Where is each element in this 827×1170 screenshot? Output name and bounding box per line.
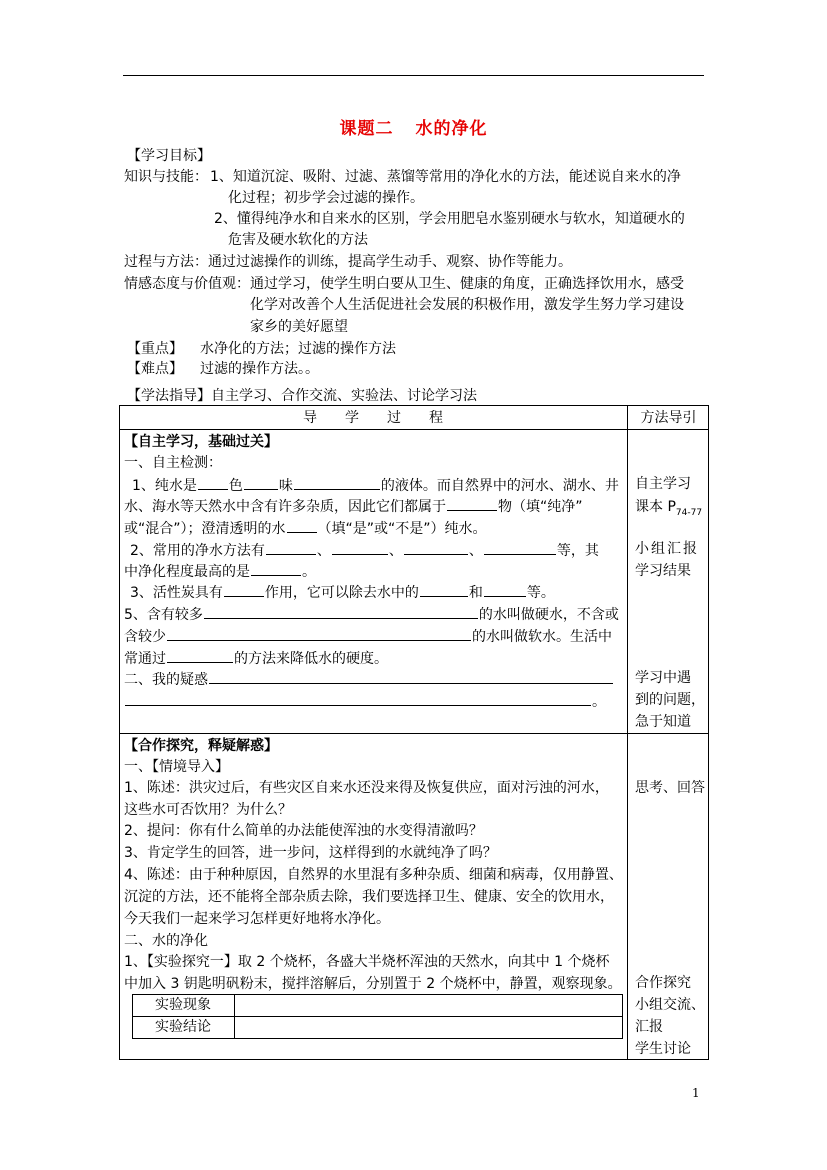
section2-sub1: 一、【情境导入】 <box>124 759 229 775</box>
question-5-line-a: 5、含有较多 的水叫做硬水，不含或 <box>124 604 619 625</box>
guide-report: 汇报 <box>635 1019 663 1035</box>
emotion-line-b: 化学对改善个人生活促进社会发展的积极作用，激发学生努力学习建设 <box>250 297 684 313</box>
experiment-1-line-b: 中加入 3 钥匙明矾粉末，搅拌溶解后，分别置于 2 个烧杯中，静置，观察现象。 <box>124 976 622 992</box>
table-header-process: 导 学 过 程 <box>303 410 443 426</box>
guide-problems-2: 到的问题， <box>635 692 705 708</box>
guide-self-study: 自主学习 <box>635 476 691 492</box>
question-5-line-b: 含较少 的水叫做软水。生活中 <box>124 626 612 647</box>
scenario-4-line-c: 今天我们一起来学习怎样更好地将水净化。 <box>124 911 390 927</box>
question-1-line-b: 水、海水等天然水中含有许多杂质，因此它们都属于 物（填“纯净” <box>124 496 583 517</box>
emotion-line-c: 家乡的美好愿望 <box>250 319 348 335</box>
difficulty-text: 过滤的操作方法。。 <box>200 361 319 377</box>
study-method: 【学法指导】自主学习、合作交流、实验法、讨论学习法 <box>127 388 477 404</box>
guide-textbook-pages: 课本 $P_{74-77}$ <box>635 499 703 518</box>
knowledge-2-line-a: 2、懂得纯净水和自来水的区别，学会用肥皂水鉴别硬水与软水，知道硬水的 <box>214 211 685 227</box>
scenario-1-line-a: 1、陈述：洪灾过后，有些灾区自来水还没来得及恢复供应，面对污浊的河水， <box>124 780 609 796</box>
guide-group-exchange: 小组交流、 <box>635 997 705 1013</box>
knowledge-1-line-a: 1、知道沉淀、吸附、过滤、蒸馏等常用的净化水的方法，能述说自来水的净 <box>210 169 681 185</box>
emotion-line-a: 通过学习，使学生明白要从卫生、健康的角度，正确选择饮用水，感受 <box>250 276 684 292</box>
guide-group-report: 小组汇报 <box>635 541 699 557</box>
section1-sub1: 一、自主检测： <box>124 455 222 471</box>
question-1-line-a: 1、纯水是 色 味 的液体。而自然界中的河水、湖水、井 <box>132 475 619 496</box>
difficulty-label: 【难点】 <box>127 361 183 377</box>
knowledge-label: 知识与技能： <box>124 169 208 185</box>
scenario-2: 2、提问：你有什么简单的办法能使浑浊的水变得清澈吗？ <box>124 823 483 839</box>
scenario-4-line-a: 4、陈述：由于种种原因，自然界的水里混有多种杂质、细菌和病毒，仅用静置、 <box>124 867 623 883</box>
guide-problems-3: 急于知道 <box>635 714 691 730</box>
guide-student-discussion: 学生讨论 <box>635 1041 691 1057</box>
section1-sub2: 二、我的疑惑 <box>124 669 614 690</box>
conclusion-label: 实验结论 <box>155 1019 211 1035</box>
header-rule <box>123 75 704 76</box>
question-5-line-c: 常通过 的方法来降低水的硬度。 <box>124 648 388 669</box>
guide-problems-1: 学习中遇 <box>635 670 691 686</box>
scenario-1-line-b: 这些水可否饮用？为什么？ <box>124 802 292 818</box>
section1-heading: 【自主学习，基础过关】 <box>124 434 278 450</box>
knowledge-1-line-b: 化过程；初步学会过滤的操作。 <box>228 190 424 206</box>
guide-cooperative-inquiry: 合作探究 <box>635 975 691 991</box>
key-point-label: 【重点】 <box>127 341 183 357</box>
scenario-3: 3、肯定学生的回答，进一步问，这样得到的水就纯净了吗？ <box>124 845 497 861</box>
question-3: 3、活性炭具有 作用，它可以除去水中的 和 等。 <box>130 582 555 603</box>
table-section-divider <box>119 733 709 734</box>
guide-learning-results: 学习结果 <box>635 563 691 579</box>
question-2-line-a: 2、常用的净水方法有 、 、 、 等，其 <box>130 540 599 561</box>
guide-think-answer: 思考、回答 <box>635 780 705 796</box>
doubt-line-2: 。 <box>124 691 606 712</box>
experiment-1-line-a: 1、【实验探究一】取 2 个烧杯，各盛大半烧杯浑浊的天然水，向其中 1 个烧杯 <box>124 954 610 970</box>
page-number: 1 <box>692 1086 700 1100</box>
observation-label: 实验现象 <box>155 997 211 1013</box>
table-header-guide: 方法导引 <box>640 410 697 426</box>
knowledge-2-line-b: 危害及硬水软化的方法 <box>228 232 368 248</box>
question-1-line-c: 或“混合”）；澄清透明的水 （填“是”或“不是”）纯水。 <box>124 518 487 539</box>
objectives-heading: 【学习目标】 <box>127 148 211 164</box>
process-method: 过程与方法：通过过滤操作的训练，提高学生动手、观察、协作等能力。 <box>124 254 572 270</box>
page-title: 课题二 水的净化 <box>339 119 488 139</box>
table-header-divider <box>119 429 709 430</box>
question-2-line-b: 中净化程度最高的是 。 <box>124 561 316 582</box>
key-point-text: 水净化的方法；过滤的操作方法 <box>200 341 396 357</box>
section2-heading: 【合作探究，释疑解惑】 <box>124 738 278 754</box>
scenario-4-line-b: 沉淀的方法，还不能将全部杂质去除，我们要选择卫生、健康、安全的饮用水， <box>124 889 614 905</box>
emotion-label: 情感态度与价值观： <box>124 276 250 292</box>
result-table-col-divider <box>234 994 235 1039</box>
section2-sub2: 二、水的净化 <box>124 933 208 949</box>
